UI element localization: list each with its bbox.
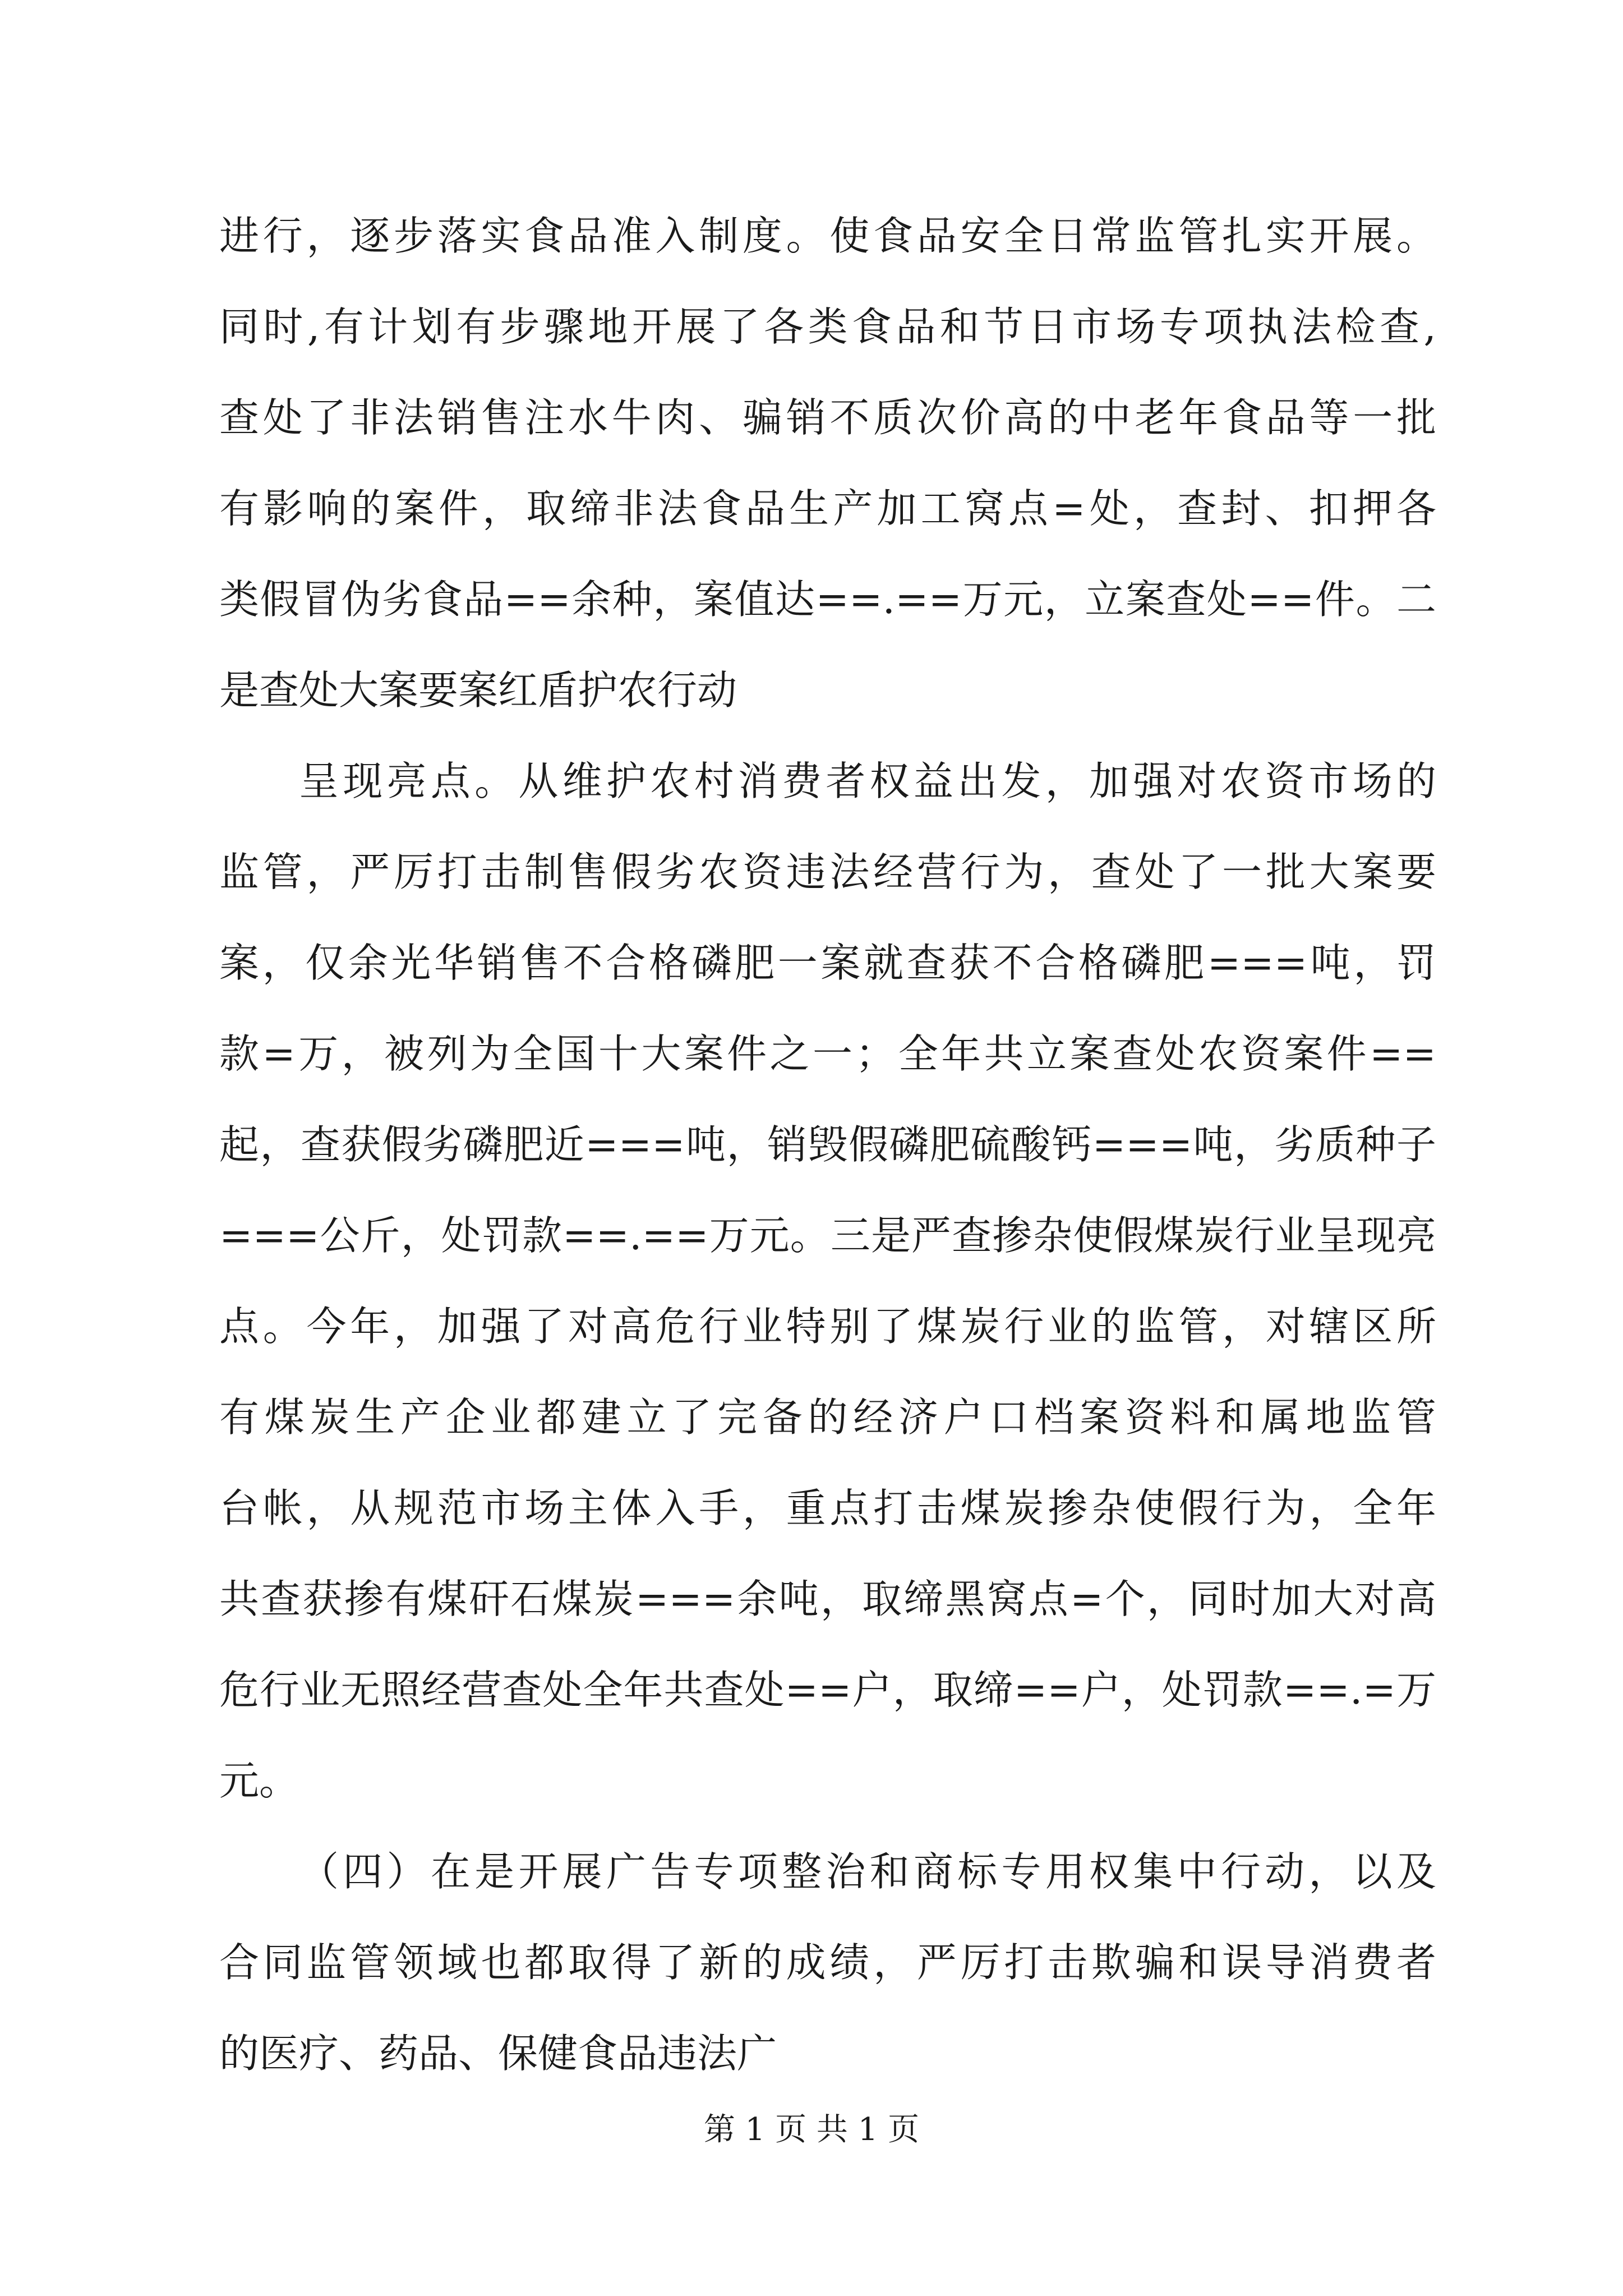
text-line-8: 监管，严厉打击制售假劣农资违法经营行为，查处了一批大案要 bbox=[219, 849, 1436, 895]
text-line-7: 呈现亮点。从维护农村消费者权益出发，加强对农资市场的 bbox=[299, 758, 1436, 804]
body-text bbox=[219, 191, 1436, 2099]
text-line-1: 进行，逐步落实食品准入制度。使食品安全日常监管扎实开展。 bbox=[219, 213, 1436, 259]
text-line-18: 元。 bbox=[219, 1757, 299, 1804]
text-line-6: 是查处大案要案红盾护农行动 bbox=[219, 667, 737, 714]
text-line-2: 同时,有计划有步骤地开展了各类食品和节日市场专项执法检查, bbox=[219, 303, 1436, 350]
text-line-5: 类假冒伪劣食品==余种，案值达==.==万元，立案查处==件。二 bbox=[219, 576, 1436, 623]
page-footer bbox=[0, 2110, 1623, 2150]
text-line-4: 有影响的案件，取缔非法食品生产加工窝点=处，查封、扣押各 bbox=[219, 485, 1436, 532]
text-line-10: 款=万，被列为全国十大案件之一；全年共立案查处农资案件== bbox=[219, 1030, 1436, 1077]
text-line-19: （四）在是开展广告专项整治和商标专用权集中行动，以及 bbox=[299, 1848, 1436, 1895]
text-line-20: 合同监管领域也都取得了新的成绩，严厉打击欺骗和误导消费者 bbox=[219, 1939, 1436, 1986]
text-line-16: 共查获掺有煤矸石煤炭===余吨，取缔黑窝点=个，同时加大对高 bbox=[219, 1576, 1436, 1622]
text-line-14: 有煤炭生产企业都建立了完备的经济户口档案资料和属地监管 bbox=[219, 1394, 1436, 1441]
text-line-9: 案，仅余光华销售不合格磷肥一案就查获不合格磷肥===吨，罚 bbox=[219, 940, 1436, 986]
text-line-13: 点。今年，加强了对高危行业特别了煤炭行业的监管，对辖区所 bbox=[219, 1303, 1436, 1350]
text-line-11: 起，查获假劣磷肥近===吨，销毁假磷肥硫酸钙===吨，劣质种子 bbox=[219, 1121, 1436, 1168]
text-line-15: 台帐，从规范市场主体入手，重点打击煤炭掺杂使假行为，全年 bbox=[219, 1485, 1436, 1531]
text-line-17: 危行业无照经营查处全年共查处==户，取缔==户，处罚款==.=万 bbox=[219, 1667, 1436, 1713]
text-line-12: ===公斤，处罚款==.==万元。三是严查掺杂使假煤炭行业呈现亮 bbox=[219, 1212, 1436, 1259]
page-number-label: 第 1 页 共 1 页 bbox=[703, 2111, 920, 2148]
text-line-21: 的医疗、药品、保健食品违法广 bbox=[219, 2030, 777, 2077]
text-line-3: 查处了非法销售注水牛肉、骗销不质次价高的中老年食品等一批 bbox=[219, 394, 1436, 441]
